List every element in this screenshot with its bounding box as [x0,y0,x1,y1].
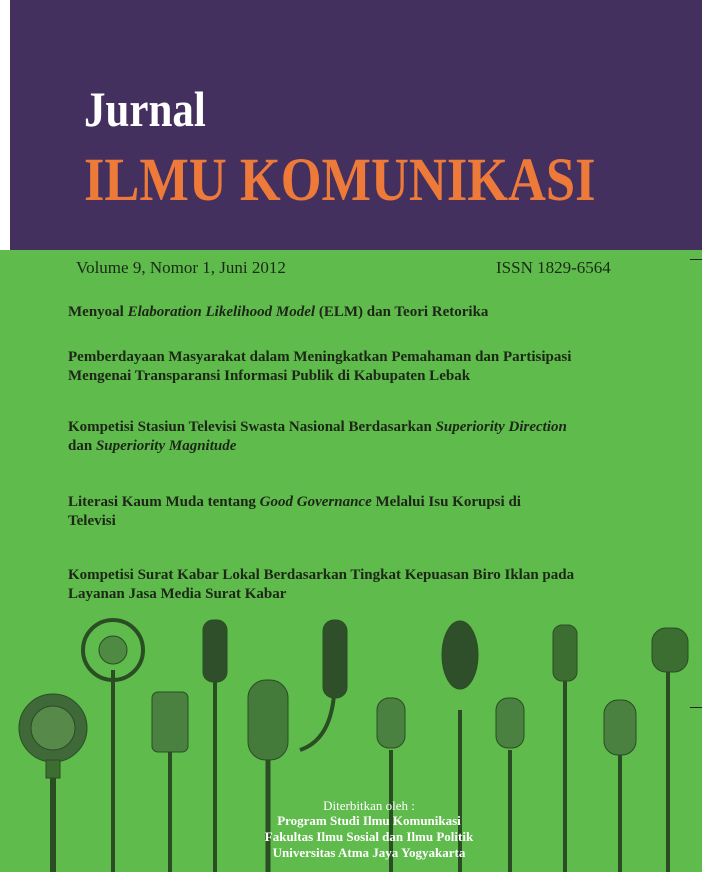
publisher-line-1: Program Studi Ilmu Komunikasi [277,813,461,828]
article-text: Kompetisi Surat Kabar Lokal Berdasarkan Tingkat Kepuasan Biro Iklan pada Layanan Jasa Media Surat Kabar [68,567,575,602]
crop-mark [690,259,702,260]
article-title-5 [68,566,593,604]
article-title-4 [68,493,548,531]
article-text-italic: Superiority Magnitude [95,438,237,454]
spine-strip [0,0,10,250]
article-text: Melalui Isu Korupsi di Televisi [68,494,521,529]
cover-header-band [10,0,702,250]
article-text: dan [68,438,96,454]
article-text-italic: Good Governance [259,494,372,510]
publisher-line-3: Universitas Atma Jaya Yogyakarta [272,845,466,860]
article-text-italic: Superiority Direction [435,419,567,435]
article-text: Kompetisi Stasiun Televisi Swasta Nasional Berdasarkan [68,419,436,435]
issue-volume: Volume 9, Nomor 1, Juni 2012 [76,258,286,277]
article-text: Menyoal [68,304,128,320]
article-text: Pemberdayaan Masyarakat dalam Meningkatkan Pemahaman dan Partisipasi Mengenai Transparansi Informasi Publik di Kabupaten Lebak [68,349,572,384]
article-title-2 [68,348,598,386]
article-text: (ELM) dan Teori Retorika [315,304,489,320]
publisher-line-2: Fakultas Ilmu Sosial dan Ilmu Politik [264,829,474,844]
journal-title: Jurnal [84,81,206,137]
article-title-3 [68,418,588,456]
publisher-label: Diterbitkan oleh : [323,798,415,813]
issn: ISSN 1829-6564 [496,258,611,277]
article-title-1 [68,303,628,322]
article-text: Literasi Kaum Muda tentang [68,494,260,510]
article-text-italic: Elaboration Likelihood Model [127,304,316,320]
journal-subtitle: ILMU KOMUNIKASI [84,147,596,214]
